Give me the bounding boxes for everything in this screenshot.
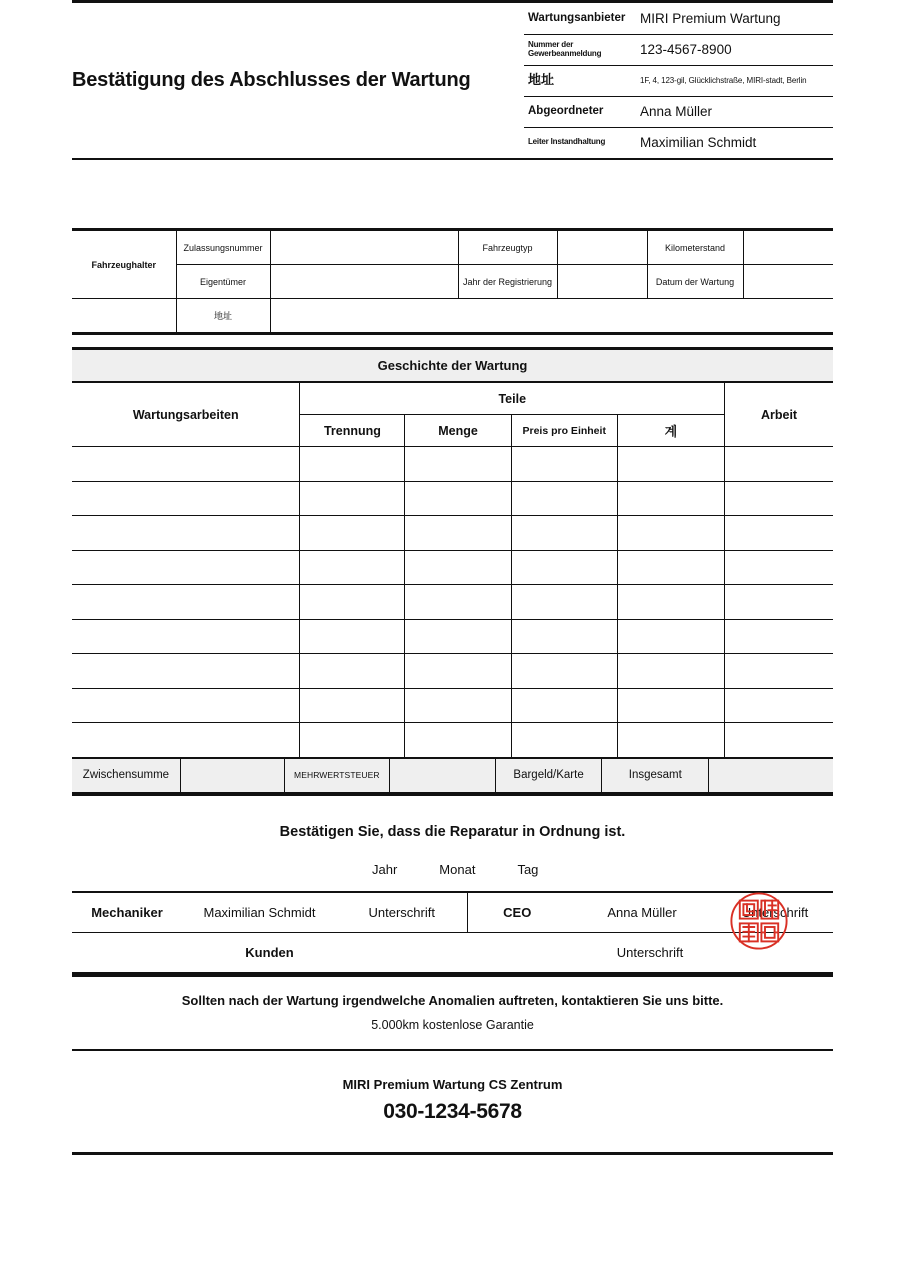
owner-name-field[interactable] [270,265,458,299]
cell-quantity[interactable] [405,585,511,620]
col-header-labor: Arbeit [725,383,833,447]
col-header-parts: Teile [300,383,725,415]
cell-work[interactable] [72,723,300,758]
vehicle-owner-label: Fahrzeughalter [72,231,176,299]
page-title: Bestätigung des Abschlusses der Wartung [72,69,471,91]
cell-labor[interactable] [725,654,833,689]
cell-unit-price[interactable] [511,654,617,689]
footer-bottom-divider [72,1152,833,1155]
vat-label: MEHRWERTSTEUER [284,758,389,792]
table-row [72,654,833,689]
cell-unit-price[interactable] [511,619,617,654]
vehicle-address-field[interactable] [270,299,833,333]
cell-unit-price[interactable] [511,688,617,723]
cell-labor[interactable] [725,723,833,758]
cell-separation[interactable] [300,723,405,758]
service-date-field[interactable] [743,265,833,299]
cell-unit-price[interactable] [511,516,617,551]
cs-center-name: MIRI Premium Wartung CS Zentrum [342,1076,563,1092]
cell-total[interactable] [617,654,724,689]
cell-quantity[interactable] [405,654,511,689]
cell-work[interactable] [72,654,300,689]
cell-quantity[interactable] [405,516,511,551]
cell-total[interactable] [617,619,724,654]
registration-year-label: Jahr der Registrierung [458,265,557,299]
provider-value-4: Maximilian Schmidt [640,135,757,151]
footer-section [72,1049,833,1155]
table-row [72,481,833,516]
cell-work[interactable] [72,619,300,654]
cell-total[interactable] [617,550,724,585]
cell-labor[interactable] [725,516,833,551]
col-header-separation: Trennung [300,415,405,447]
cell-work[interactable] [72,585,300,620]
col-header-unit-price: Preis pro Einheit [511,415,617,447]
provider-row-2 [524,65,833,96]
provider-value-0: MIRI Premium Wartung [636,3,833,34]
cell-separation[interactable] [300,447,405,482]
signature-table [72,893,833,972]
cell-total[interactable] [617,481,724,516]
confirmation-heading: Bestätigen Sie, dass die Reparatur in Ordnung ist. [279,823,626,840]
cell-work[interactable] [72,516,300,551]
table-row [72,516,833,551]
cell-total[interactable] [617,723,724,758]
signature-row-customer [72,932,833,972]
vehicle-row-2 [72,265,833,299]
cell-quantity[interactable] [405,550,511,585]
table-row [72,723,833,758]
ceo-name: Anna Müller [567,893,717,933]
cell-separation[interactable] [300,654,405,689]
provider-info-table [524,3,833,158]
date-part-month: Monat [439,861,476,877]
header-bottom-divider [72,158,833,160]
vehicle-owner-section [72,228,833,335]
cell-total[interactable] [617,688,724,723]
cell-labor[interactable] [725,447,833,482]
summary-row [72,758,833,792]
table-row [72,447,833,482]
table-row [72,550,833,585]
mechanic-label: Mechaniker [72,893,182,933]
table-row [72,688,833,723]
provider-row-0 [524,3,833,34]
owner-name-label: Eigentümer [176,265,270,299]
cell-quantity[interactable] [405,688,511,723]
mechanic-name: Maximilian Schmidt [182,893,337,933]
notice-sub-text: 5.000km kostenlose Garantie [371,1017,534,1032]
provider-label-0: Wartungsanbieter [524,3,636,34]
subtotal-label: Zwischensumme [72,758,180,792]
cell-unit-price[interactable] [511,585,617,620]
col-header-work: Wartungsarbeiten [72,383,300,447]
grand-total-value[interactable] [709,758,833,792]
history-bottom-divider [72,793,833,796]
provider-row-3 [524,96,833,127]
cell-unit-price[interactable] [511,447,617,482]
cell-separation[interactable] [300,585,405,620]
cell-work[interactable] [72,447,300,482]
table-row [72,585,833,620]
registration-number-field[interactable] [270,231,458,265]
vehicle-row-1 [72,231,833,265]
vehicle-type-label: Fahrzeugtyp [458,231,557,265]
provider-label-1: Nummer der Gewerbeanmeldung [524,34,636,65]
customer-signature-field[interactable]: Unterschrift [616,944,684,960]
cell-separation[interactable] [300,688,405,723]
cell-labor[interactable] [725,585,833,620]
service-date-label: Datum der Wartung [647,265,743,299]
vehicle-row-3 [72,299,833,333]
history-table-body [72,447,833,758]
cell-total[interactable] [617,447,724,482]
cell-unit-price[interactable] [511,723,617,758]
provider-value-2: 1F, 4, 123-gil, Glücklichstraße, MIRI-stadt, Berlin [636,65,833,96]
vehicle-owner-spacer [72,299,176,333]
ceo-label: CEO [467,893,567,933]
registration-number-label: Zulassungsnummer [176,231,270,265]
subtotal-value[interactable] [180,758,284,792]
mechanic-signature-field[interactable]: Unterschrift [337,893,467,933]
cell-separation[interactable] [300,619,405,654]
provider-label-3: Abgeordneter [524,96,636,127]
vat-value[interactable] [389,758,495,792]
provider-value-3: Anna Müller [636,96,833,127]
odometer-label: Kilometerstand [647,231,743,265]
provider-label-2: 地址 [524,65,636,96]
cell-labor[interactable] [725,619,833,654]
vehicle-address-label: 地址 [176,299,270,333]
signature-row-staff [72,893,833,933]
grand-total-label: Insgesamt [602,758,709,792]
table-row [72,619,833,654]
cell-quantity[interactable] [405,447,511,482]
cell-quantity[interactable] [405,481,511,516]
date-part-day: Tag [517,861,539,877]
cell-labor[interactable] [725,550,833,585]
header-spacer [72,160,833,228]
cell-separation[interactable] [300,550,405,585]
cell-quantity[interactable] [405,619,511,654]
notice-main-text: Sollten nach der Wartung irgendwelche Anomalien auftreten, kontaktieren Sie uns bitte. [181,992,724,1008]
col-header-quantity: Menge [405,415,511,447]
history-summary-table [72,758,833,793]
provider-label-4: Leiter Instandhaltung [528,137,606,147]
provider-row-4 [524,127,833,158]
customer-label: Kunden [245,944,294,960]
col-header-total: 계 [617,415,724,447]
cell-separation[interactable] [300,516,405,551]
vehicle-owner-table [72,231,833,332]
provider-value-1: 123-4567-8900 [636,34,833,65]
signature-section [72,891,833,974]
cell-quantity[interactable] [405,723,511,758]
cs-center-phone: 030-1234-5678 [383,1099,522,1123]
date-labels [72,862,833,877]
cell-work[interactable] [72,481,300,516]
cell-total[interactable] [617,516,724,551]
odometer-field[interactable] [743,231,833,265]
notice-section [72,974,833,1032]
history-section-title: Geschichte der Wartung [72,347,833,383]
cell-unit-price[interactable] [511,550,617,585]
registration-year-field[interactable] [557,265,647,299]
history-header-row-1 [72,383,833,415]
provider-row-1 [524,34,833,65]
maintenance-history-section [72,347,833,796]
cell-separation[interactable] [300,481,405,516]
cell-work[interactable] [72,550,300,585]
vehicle-type-field[interactable] [557,231,647,265]
payment-method-label: Bargeld/Karte [496,758,602,792]
document-header [72,0,833,160]
ceo-signature-field[interactable]: Unterschrift [717,893,833,933]
cell-total[interactable] [617,585,724,620]
maintenance-history-table [72,383,833,758]
cell-labor[interactable] [725,481,833,516]
cell-work[interactable] [72,688,300,723]
date-part-year: Jahr [372,861,398,877]
cell-labor[interactable] [725,688,833,723]
cell-unit-price[interactable] [511,481,617,516]
